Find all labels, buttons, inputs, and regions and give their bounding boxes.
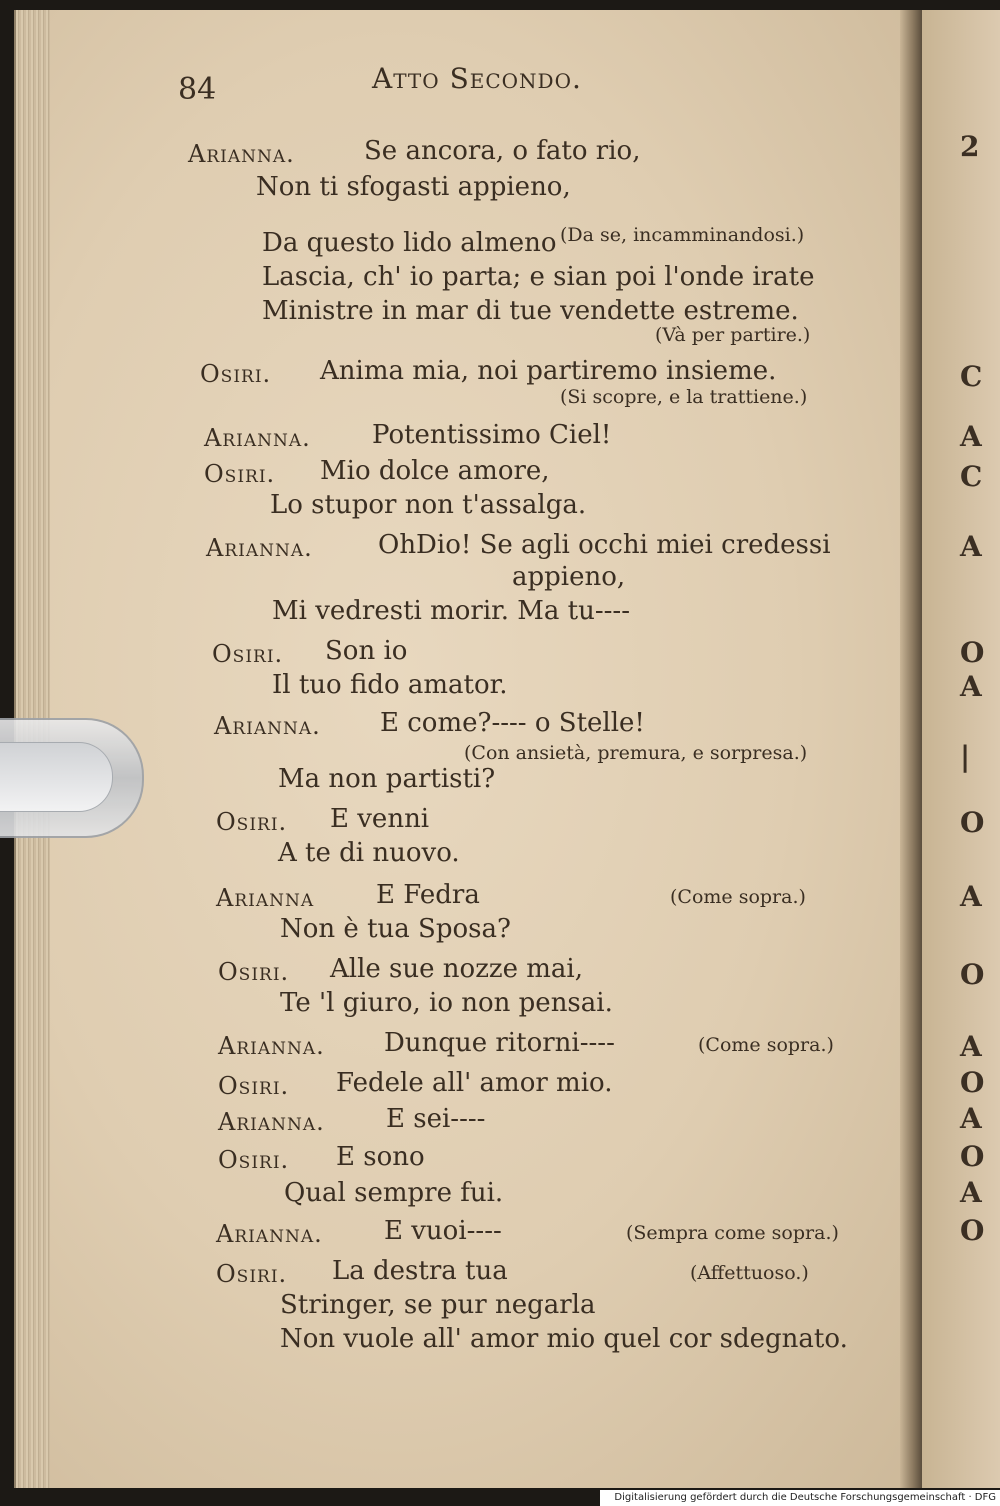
- next-page-mark: O: [960, 958, 985, 991]
- verse-line: Potentissimo Ciel!: [372, 420, 612, 450]
- next-page-mark: C: [960, 360, 983, 393]
- verse-line: Qual sempre fui.: [284, 1178, 504, 1208]
- verse-line: Il tuo fido amator.: [272, 670, 508, 700]
- verse-line: Lo stupor non t'assalga.: [270, 490, 587, 520]
- speaker-name: Osiri.: [218, 958, 290, 986]
- verse-line: appieno,: [512, 562, 626, 592]
- verse-line: E come?---- o Stelle!: [380, 708, 645, 738]
- next-page-mark: O: [960, 1214, 985, 1247]
- next-page-mark: A: [960, 670, 982, 703]
- verse-line: Anima mia, noi partiremo insieme.: [320, 356, 777, 386]
- verse-line: E sei----: [386, 1104, 486, 1134]
- next-page-mark: A: [960, 1030, 982, 1063]
- next-page-mark: A: [960, 420, 982, 453]
- page-clip-inner: [0, 742, 113, 812]
- verse-line: Non ti sfogasti appieno,: [256, 172, 571, 202]
- verse-line: E vuoi----: [384, 1216, 502, 1246]
- next-page-mark: O: [960, 1140, 985, 1173]
- next-page-mark: A: [960, 880, 982, 913]
- speaker-name: Arianna.: [204, 424, 311, 452]
- verse-line: Mi vedresti morir. Ma tu----: [272, 596, 630, 626]
- speaker-name: Arianna: [216, 884, 315, 912]
- verse-line: La destra tua: [332, 1256, 508, 1286]
- verse-line: OhDio! Se agli occhi miei credessi: [378, 530, 831, 560]
- next-page-mark: O: [960, 806, 985, 839]
- next-page-mark: O: [960, 1066, 985, 1099]
- speaker-name: Osiri.: [218, 1146, 290, 1174]
- stage-direction: (Và per partire.): [655, 324, 811, 346]
- speaker-name: Osiri.: [212, 640, 284, 668]
- next-page-mark: |: [960, 740, 971, 773]
- digitization-footer: Digitalisierung gefördert durch die Deutsche Forschungsgemeinschaft · DFG: [600, 1490, 1000, 1506]
- speaker-name: Arianna.: [216, 1220, 323, 1248]
- page-number: 84: [178, 72, 217, 107]
- verse-line: Ma non partisti?: [278, 764, 496, 794]
- stage-direction: (Affettuoso.): [690, 1262, 809, 1284]
- next-page-mark: A: [960, 1176, 982, 1209]
- speaker-name: Osiri.: [216, 1260, 288, 1288]
- verse-line: Se ancora, o fato rio,: [364, 136, 641, 166]
- speaker-name: Osiri.: [216, 808, 288, 836]
- verse-line: Lascia, ch' io parta; e sian poi l'onde irate: [262, 262, 815, 292]
- speaker-name: Osiri.: [204, 460, 276, 488]
- next-page-edge: [922, 10, 1000, 1488]
- stage-direction: (Come sopra.): [698, 1034, 834, 1056]
- verse-line: Alle sue nozze mai,: [330, 954, 583, 984]
- next-page-mark: A: [960, 1102, 982, 1135]
- next-page-mark: A: [960, 530, 982, 563]
- verse-line: E venni: [330, 804, 430, 834]
- next-page-mark: O: [960, 636, 985, 669]
- running-head: Atto Secondo.: [372, 62, 582, 95]
- stage-direction: (Da se, incamminandosi.): [560, 224, 805, 246]
- verse-line: E Fedra: [376, 880, 480, 910]
- verse-line: Mio dolce amore,: [320, 456, 550, 486]
- speaker-name: Arianna.: [188, 140, 295, 168]
- verse-line: Te 'l giuro, io non pensai.: [280, 988, 613, 1018]
- next-page-mark: 2: [960, 130, 980, 163]
- verse-line: Non vuole all' amor mio quel cor sdegnato.: [280, 1324, 848, 1354]
- speaker-name: Arianna.: [218, 1108, 325, 1136]
- speaker-name: Arianna.: [206, 534, 313, 562]
- verse-line: Stringer, se pur negarla: [280, 1290, 596, 1320]
- book-gutter: [900, 10, 922, 1488]
- verse-line: E sono: [336, 1142, 425, 1172]
- stage-direction: (Sempra come sopra.): [626, 1222, 839, 1244]
- verse-line: Fedele all' amor mio.: [336, 1068, 613, 1098]
- stage-direction: (Con ansietà, premura, e sorpresa.): [464, 742, 808, 764]
- verse-line: Son io: [325, 636, 408, 666]
- speaker-name: Arianna.: [214, 712, 321, 740]
- stage-direction: (Come sopra.): [670, 886, 806, 908]
- speaker-name: Osiri.: [200, 360, 272, 388]
- verse-line: Da questo lido almeno: [262, 228, 557, 258]
- verse-line: A te di nuovo.: [278, 838, 460, 868]
- speaker-name: Osiri.: [218, 1072, 290, 1100]
- next-page-mark: C: [960, 460, 983, 493]
- stage-direction: (Si scopre, e la trattiene.): [560, 386, 808, 408]
- speaker-name: Arianna.: [218, 1032, 325, 1060]
- verse-line: Non è tua Sposa?: [280, 914, 511, 944]
- verse-line: Ministre in mar di tue vendette estreme.: [262, 296, 799, 326]
- verse-line: Dunque ritorni----: [384, 1028, 615, 1058]
